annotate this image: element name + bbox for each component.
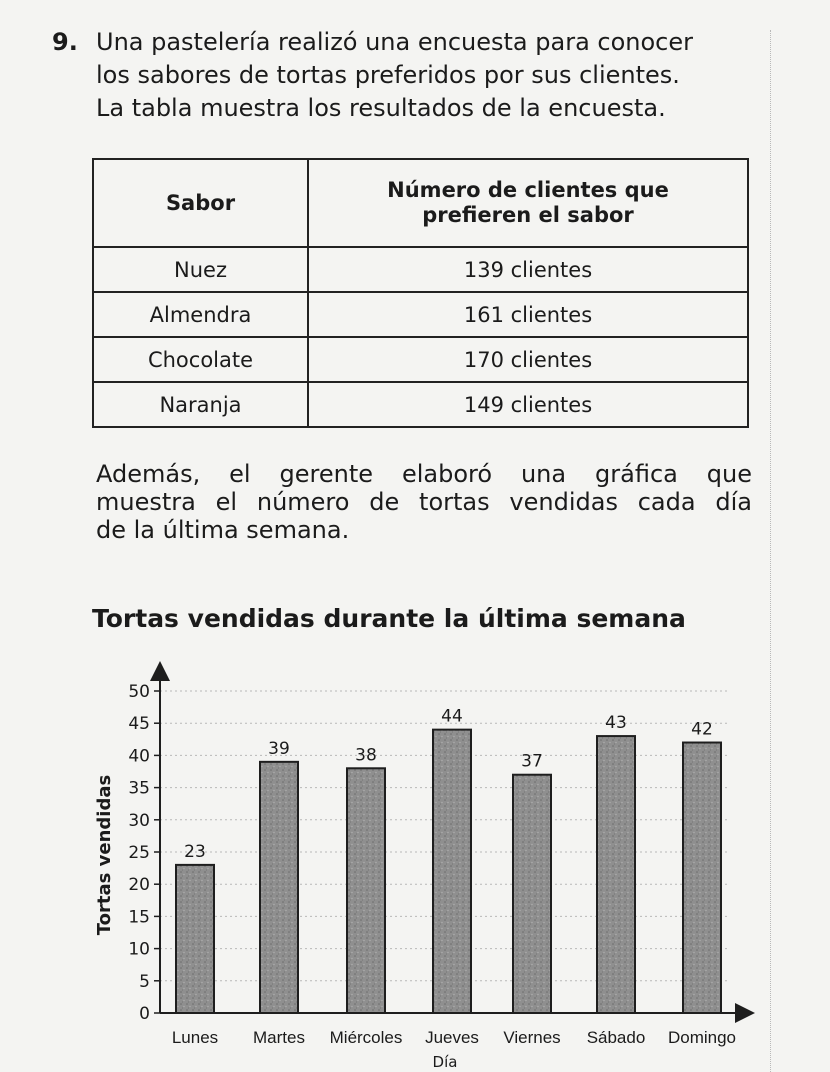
cell-clientes: 149 clientes: [308, 382, 748, 427]
bar: [433, 730, 471, 1013]
question-line: Una pastelería realizó una encuesta para conocer: [96, 28, 693, 56]
y-tick-label: 25: [128, 843, 150, 863]
x-tick-label: Martes: [253, 1028, 305, 1047]
bar-value-label: 37: [521, 751, 543, 772]
bar: [513, 775, 551, 1013]
y-tick-label: 5: [139, 971, 150, 992]
x-tick-label: Jueves: [425, 1028, 479, 1047]
paragraph-line: Además, el gerente elaboró una gráfica que: [96, 460, 752, 488]
y-tick-label: 30: [128, 810, 150, 831]
cell-sabor: Nuez: [93, 247, 308, 292]
x-axis-label: Día: [432, 1053, 458, 1070]
bar: [683, 743, 721, 1013]
x-tick-label: Sábado: [586, 1028, 646, 1047]
bar-value-label: 43: [605, 713, 627, 734]
bar: [597, 736, 635, 1013]
y-tick-label: 15: [128, 907, 150, 928]
bar-value-label: 44: [441, 706, 463, 727]
bar-chart: [60, 655, 760, 1070]
bar-value-label: 23: [184, 841, 206, 862]
x-tick-label: Miércoles: [329, 1028, 403, 1047]
header-numero-clientes: [308, 159, 748, 247]
y-tick-label: 10: [128, 939, 150, 960]
y-tick-label: 50: [128, 682, 150, 702]
cell-clientes: 170 clientes: [308, 337, 748, 382]
bar-value-label: 39: [268, 738, 290, 759]
y-tick-label: 45: [128, 714, 150, 735]
chart-intro-paragraph: [96, 460, 752, 544]
cell-sabor: Chocolate: [93, 337, 308, 382]
question-line: los sabores de tortas preferidos por sus clientes.: [96, 61, 680, 89]
y-tick-label: 0: [139, 1004, 150, 1024]
bar-value-label: 38: [355, 745, 377, 766]
table-row: [93, 382, 748, 427]
bars: [176, 730, 721, 1013]
bar-value-label: 42: [691, 719, 713, 740]
cell-sabor: Almendra: [93, 292, 308, 337]
header-sabor: Sabor: [93, 159, 308, 247]
cell-clientes: 161 clientes: [308, 292, 748, 337]
y-tick-label: 20: [128, 875, 150, 896]
table-row: [93, 292, 748, 337]
table-header-row: [93, 159, 748, 247]
question-number: 9.: [52, 28, 78, 56]
question-text: [96, 26, 756, 125]
survey-table: [92, 158, 749, 428]
table-row: [93, 337, 748, 382]
bar: [347, 768, 385, 1013]
bar: [176, 865, 214, 1013]
table-row: [93, 247, 748, 292]
question-line: La tabla muestra los resultados de la encuesta.: [96, 94, 666, 122]
y-tick-label: 40: [128, 746, 150, 767]
paragraph-line: muestra el número de tortas vendidas cada día: [96, 488, 752, 516]
chart-title: Tortas vendidas durante la última semana: [92, 604, 686, 633]
x-tick-label: Viernes: [503, 1028, 561, 1047]
cell-sabor: Naranja: [93, 382, 308, 427]
cell-clientes: 139 clientes: [308, 247, 748, 292]
x-tick-label: Domingo: [667, 1028, 737, 1047]
header-line: Número de clientes que: [387, 178, 669, 202]
page-margin-rule: [770, 30, 771, 1072]
y-axis-label: Tortas vendidas: [94, 774, 115, 936]
paragraph-line: de la última semana.: [96, 516, 350, 544]
x-tick-label: Lunes: [171, 1028, 219, 1047]
header-line: prefieren el sabor: [422, 203, 634, 227]
bar: [260, 762, 298, 1013]
y-tick-label: 35: [128, 778, 150, 799]
